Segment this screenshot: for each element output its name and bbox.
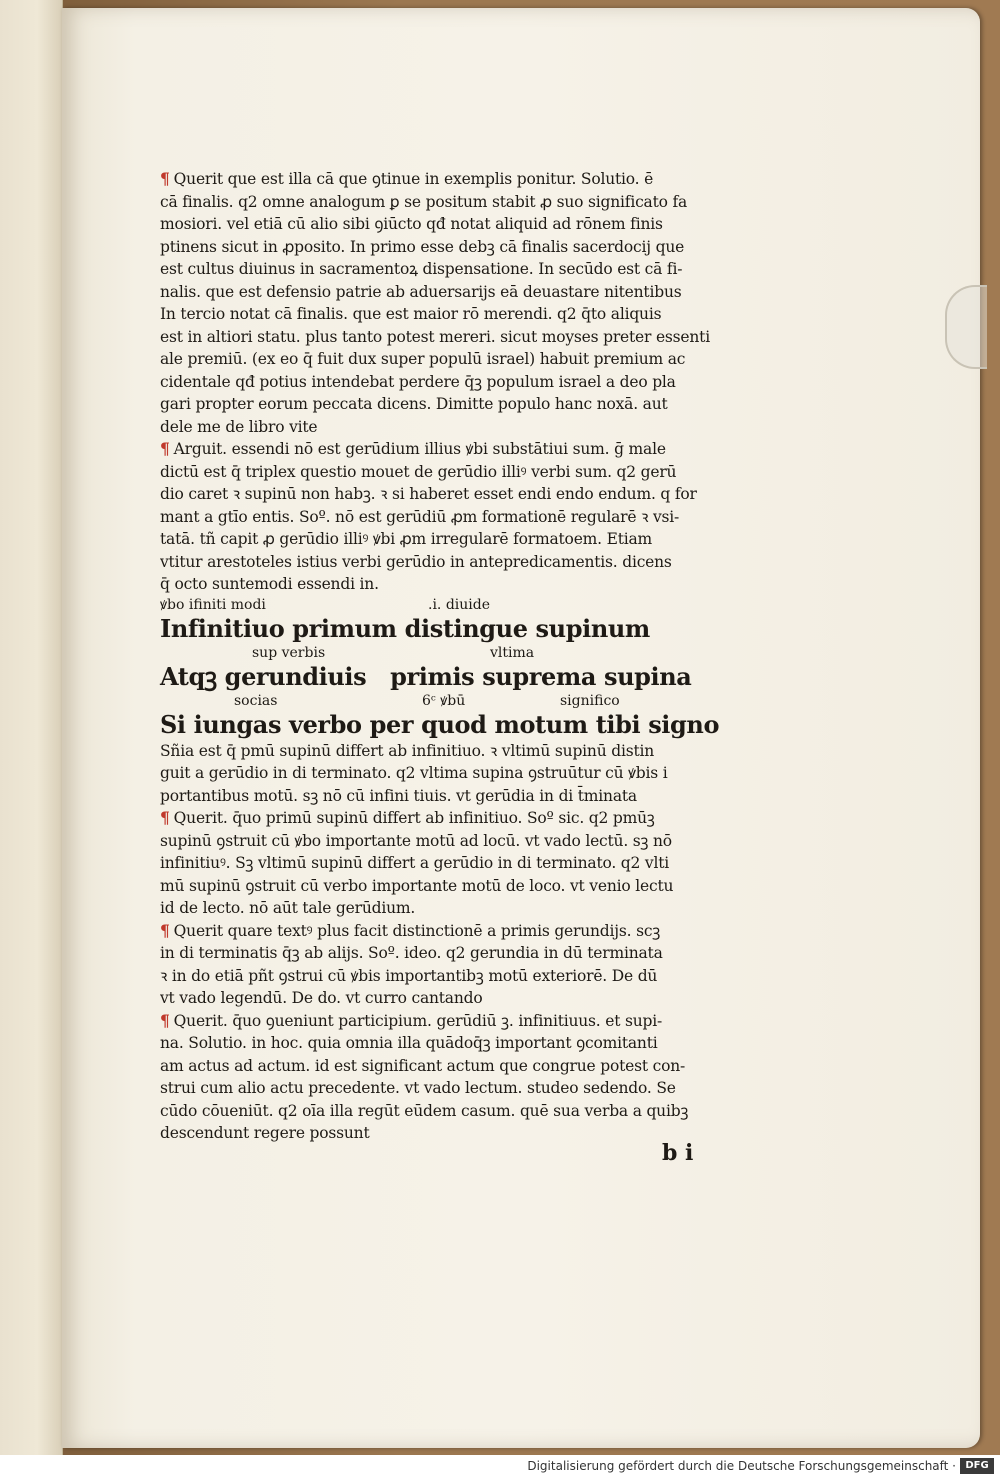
text-block-2 (160, 740, 760, 1145)
text-line (160, 1055, 760, 1078)
gloss-line-3 (160, 692, 760, 710)
text-line (160, 506, 760, 529)
line-text: tatā. tñ capit ꝓ gerūdio illiꝰ ꝟbi ꝓm irregularē formatoem. Etiam (160, 530, 653, 548)
line-text: id de lecto. nō aūt tale gerūdium. (160, 899, 416, 917)
text-line (160, 807, 760, 830)
line-text: cā finalis. q2 omne analogum ꝑ se positum stabit ꝓ suo significato fa (160, 192, 688, 211)
line-text: cidentale qđ potius intendebat perdere q̄ꝫ populum israel a deo pla (160, 372, 676, 391)
text-line (160, 1032, 760, 1055)
text-line (160, 348, 760, 371)
pilcrow-icon: ¶ (160, 808, 170, 827)
text-line (160, 1100, 760, 1123)
line-text: vt vado legendū. De do. vt curro cantando (160, 989, 483, 1007)
verse-line-3: Si iungas verbo per quod motum tibi signo (160, 709, 720, 739)
text-line (160, 875, 760, 898)
line-text: guit a gerūdio in di terminato. q2 vltima supina ꝯstruūtur cū ꝟbis i (160, 764, 668, 782)
text-line (160, 942, 760, 965)
line-text: ale premiū. (ex eo q̄ fuit dux super populū israel) habuit premium ac (160, 350, 686, 368)
pilcrow-icon: ¶ (160, 920, 170, 940)
text-line (160, 438, 760, 461)
pilcrow-icon: ¶ (160, 1010, 170, 1030)
text-line (160, 303, 760, 326)
text-line (160, 852, 760, 875)
page-text (160, 168, 760, 1145)
line-text: descendunt regere possunt (160, 1124, 370, 1142)
line-text: In tercio notat cā finalis. que est maior rō merendi. q2 q̄to aliquis (160, 305, 662, 323)
line-text: in di terminatis q̄ꝫ ab alijs. Soº. ideo. q2 gerundia in dū terminata (160, 944, 663, 962)
line-text: cūdo cōueniūt. q2 oīa illa regūt eūdem casum. quē sua verba a quibꝫ (160, 1101, 689, 1120)
line-text: mosiori. vel etiā cū alio sibi ꝯiūcto qđ notat aliquid ad rōnem finis (160, 215, 663, 233)
verse-line-2: Atqꝫ gerundiuis primis suprema supina (160, 661, 692, 691)
line-text: dele me de libro vite (160, 417, 318, 436)
line-text: Querit. q̄uo primū supinū differt ab infinitiuo. Soº sic. q2 pmūꝫ (173, 809, 655, 827)
signature-mark: b i (662, 1140, 694, 1166)
text-line (160, 965, 760, 988)
page-clip (945, 285, 987, 369)
line-text: mant a gtīo entis. Soº. nō est gerūdiū ꝓm formationē regularē ꝛ vsi- (160, 507, 680, 526)
left-page-edge (0, 0, 63, 1455)
gloss-right: .i. diuide (428, 596, 491, 613)
line-text: nalis. que est defensio patrie ab aduersarijs eā deuastare nitentibus (160, 282, 682, 301)
line-text: Sñia est q̄ pmū supinū differt ab infinitiuo. ꝛ vltimū supinū distin (160, 741, 655, 760)
text-line (160, 281, 760, 304)
line-text: vtitur arestoteles istius verbi gerūdio in antepredicamentis. dicens (160, 552, 672, 571)
text-line (160, 371, 760, 394)
gloss-left: sup verbis (252, 644, 326, 661)
line-text: strui cum alio actu precedente. vt vado lectum. studeo sedendo. Se (160, 1079, 676, 1097)
line-text: q̄ octo suntemodi essendi in. (160, 575, 379, 593)
text-line (160, 191, 760, 214)
pilcrow-icon: ¶ (160, 439, 170, 458)
line-text: Querit quare textꝰ plus facit distinctionē a primis gerundijs. scꝫ (173, 921, 661, 940)
text-line (160, 326, 760, 349)
line-text: est in altiori statu. plus tanto potest mereri. sicut moyses preter essenti (160, 327, 710, 346)
text-line (160, 528, 760, 551)
pilcrow-icon: ¶ (160, 169, 170, 188)
text-line (160, 461, 760, 484)
text-line (160, 920, 760, 943)
line-text: portantibus motū. sꝫ nō cū infini tiuis. vt gerūdia in di t̄minata (160, 786, 637, 805)
line-text: am actus ad actum. id est significant actum que congrue potest con- (160, 1056, 686, 1075)
line-text: infinitiuꝰ. Sꝫ vltimū supinū differt a gerūdio in di terminato. q2 vlti (160, 854, 669, 872)
text-line (160, 762, 760, 785)
text-line (160, 740, 760, 763)
gloss-right: significo (560, 692, 620, 709)
line-text: dio caret ꝛ supinū non habꝫ. ꝛ si haberet esset endi endo endum. q for (160, 485, 697, 503)
line-text: ptinens sicut in ꝓposito. In primo esse debꝫ cā finalis sacerdocij que (160, 237, 685, 256)
gloss-line-1 (160, 596, 760, 614)
line-text: ꝛ in do etiā pñt ꝯstrui cū ꝟbis importantibꝫ motū exteriorē. De dū (160, 966, 658, 985)
text-line (160, 987, 760, 1010)
text-line (160, 483, 760, 506)
text-block-1 (160, 168, 760, 596)
gloss-mid: 6ᶜ ꝟbū (422, 692, 466, 709)
footer-credit: Digitalisierung gefördert durch die Deutsche Forschungsgemeinschaft · (527, 1459, 956, 1473)
text-line (160, 236, 760, 259)
text-line (160, 785, 760, 808)
text-line (160, 1077, 760, 1100)
line-text: supinū ꝯstruit cū ꝟbo importante motū ad locū. vt vado lectū. sꝫ nō (160, 831, 672, 850)
text-line (160, 830, 760, 853)
gloss-left: ꝟbo ifiniti modi (160, 596, 266, 613)
footer-bar (0, 1455, 1000, 1478)
dfg-logo: DFG (960, 1458, 994, 1474)
text-line (160, 1010, 760, 1033)
gloss-left: socias (234, 692, 278, 709)
line-text: Querit que est illa cā que ꝯtinue in exemplis ponitur. Solutio. ē (173, 170, 654, 188)
text-line (160, 551, 760, 574)
line-text: Querit. q̄uo ꝯueniunt participium. gerūdiū ꝫ. infinitiuus. et supi- (173, 1011, 663, 1030)
gloss-line-2 (160, 644, 760, 662)
text-line (160, 393, 760, 416)
text-line (160, 416, 760, 439)
line-text: est cultus diuinus in sacramentoꝝ dispensatione. In secūdo est cā fi- (160, 260, 683, 278)
text-line (160, 168, 760, 191)
line-text: Arguit. essendi nō est gerūdium illius ꝟbi substātiui sum. ḡ male (173, 440, 666, 458)
verse-line-1: Infinitiuo primum distingue supinum (160, 613, 650, 643)
line-text: gari propter eorum peccata dicens. Dimitte populo hanc noxā. aut (160, 395, 668, 413)
text-line (160, 213, 760, 236)
line-text: dictū est q̄ triplex questio mouet de gerūdio illiꝰ verbi sum. q2 gerū (160, 462, 677, 481)
text-line (160, 258, 760, 281)
gloss-right: vltima (490, 644, 535, 661)
line-text: mū supinū ꝯstruit cū verbo importante motū de loco. vt venio lectu (160, 876, 674, 895)
line-text: na. Solutio. in hoc. quia omnia illa quādoq̄ꝫ important ꝯcomitanti (160, 1034, 658, 1052)
text-line (160, 573, 760, 596)
text-line (160, 897, 760, 920)
